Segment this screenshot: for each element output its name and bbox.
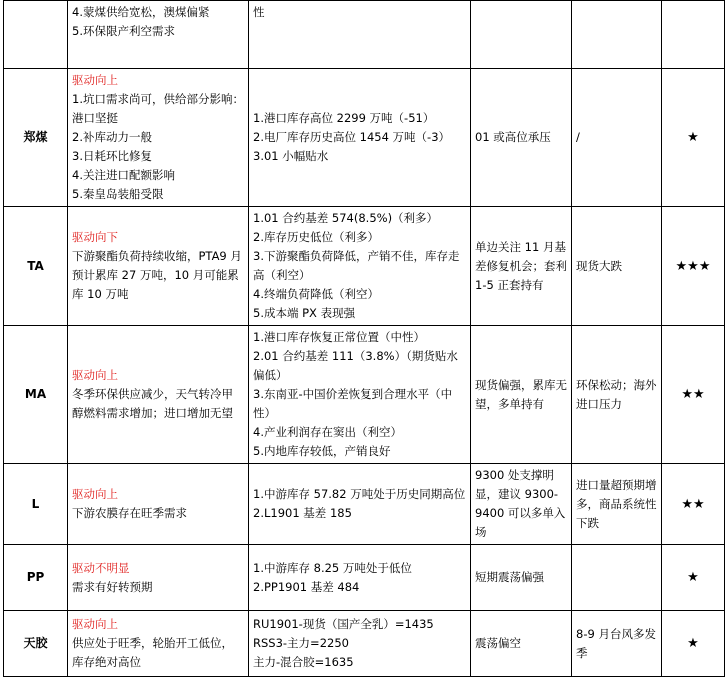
driver-line: 4.蒙煤供给宽松，澳煤偏紧 <box>72 5 210 19</box>
factor-line: 5.成本端 PX 表现强 <box>253 306 356 320</box>
rating-stars: ★★ <box>662 326 725 464</box>
factor-line: 1.01 合约基差 574(8.5%)（利多） <box>253 211 439 225</box>
factor-line: 3.东南亚-中国价差恢复到合理水平（中性） <box>253 387 453 420</box>
rating-stars: ★★ <box>662 464 725 545</box>
factor-line: 2.L1901 基差 185 <box>253 506 352 520</box>
commodity-name: PP <box>4 545 68 611</box>
factor-line: 1.中游库存 57.82 万吨处于历史同期高位 <box>253 487 466 501</box>
strategy-cell: 现货偏强，累库无望，多单持有 <box>471 326 572 464</box>
risk-cell: 8-9 月台风多发季 <box>572 611 662 677</box>
factor-line: 1.港口库存高位 2299 万吨（-51） <box>253 111 435 125</box>
factor-cell <box>249 326 471 464</box>
risk-cell: / <box>572 69 662 207</box>
risk-cell: 进口量超预期增多，商品系统性下跌 <box>572 464 662 545</box>
driver-line: 需求有好转预期 <box>72 579 153 594</box>
driver-direction: 驱动不明显 <box>72 560 130 575</box>
commodity-name: MA <box>4 326 68 464</box>
risk-cell: 环保松动；海外进口压力 <box>572 326 662 464</box>
factor-cell <box>249 611 471 677</box>
table-row <box>4 464 725 545</box>
factor-cell <box>249 207 471 326</box>
factor-line: 5.内地库存较低，产销良好 <box>253 444 391 458</box>
factor-line: 2.PP1901 基差 484 <box>253 579 360 594</box>
factor-line: 3.01 小幅贴水 <box>253 149 329 163</box>
factor-line: 1.中游库存 8.25 万吨处于低位 <box>253 560 412 575</box>
driver-line: 1.坑口需求尚可，供给部分影响：港口坚挺 <box>72 92 244 125</box>
driver-cell <box>68 464 249 545</box>
commodity-name: TA <box>4 207 68 326</box>
driver-direction: 驱动向上 <box>72 73 118 87</box>
commodity-strategy-table <box>3 0 725 677</box>
strategy-cell: 9300 处支撑明显，建议 9300-9400 可以多单入场 <box>471 464 572 545</box>
driver-cell <box>68 69 249 207</box>
table-row <box>4 69 725 207</box>
factor-line: 2.电厂库存历史高位 1454 万吨（-3） <box>253 130 451 144</box>
risk-cell: 现货大跌 <box>572 207 662 326</box>
driver-cell <box>68 207 249 326</box>
table-row <box>4 207 725 326</box>
table-row <box>4 545 725 611</box>
driver-line: 冬季环保供应减少，天气转冷甲醇燃料需求增加；进口增加无望 <box>72 387 233 420</box>
factor-cell <box>249 545 471 611</box>
driver-cell <box>68 545 249 611</box>
rating-stars <box>662 1 725 69</box>
risk-cell <box>572 1 662 69</box>
driver-line: 下游农膜存在旺季需求 <box>72 506 187 520</box>
driver-line: 下游聚酯负荷持续收缩，PTA9 月预计累库 27 万吨，10 月可能累库 10 万吨 <box>72 249 242 301</box>
rating-stars: ★ <box>662 611 725 677</box>
driver-line: 5.环保限产利空需求 <box>72 24 175 38</box>
driver-direction: 驱动向下 <box>72 230 118 244</box>
factor-line: 2.01 合约基差 111（3.8%）（期货贴水偏低） <box>253 349 458 382</box>
rating-stars: ★ <box>662 69 725 207</box>
driver-line: 3.日耗环比修复 <box>72 149 152 163</box>
driver-direction: 驱动向上 <box>72 487 118 501</box>
driver-line: 供应处于旺季，轮胎开工低位，库存绝对高位 <box>72 636 233 669</box>
strategy-cell: 01 或高位承压 <box>471 69 572 207</box>
commodity-name <box>4 1 68 69</box>
factor-line: 4.终端负荷降低（利空） <box>253 287 379 301</box>
strategy-cell <box>471 1 572 69</box>
rating-stars: ★★★ <box>662 207 725 326</box>
factor-line: 2.库存历史低位（利多） <box>253 230 379 244</box>
driver-cell <box>68 1 249 69</box>
commodity-name: 郑煤 <box>4 69 68 207</box>
factor-line: 主力-混合胶=1635 <box>253 655 354 669</box>
driver-cell <box>68 326 249 464</box>
strategy-cell: 单边关注 11 月基差修复机会；套利 1-5 正套持有 <box>471 207 572 326</box>
rating-stars: ★ <box>662 545 725 611</box>
factor-line: RU1901-现货（国产全乳）=1435 <box>253 617 434 631</box>
driver-direction: 驱动向上 <box>72 617 118 631</box>
factor-line: RSS3-主力=2250 <box>253 636 349 650</box>
driver-line: 4.关注进口配额影响 <box>72 168 175 182</box>
factor-line: 4.产业利润存在窦出（利空） <box>253 425 402 439</box>
factor-line: 3.下游聚酯负荷降低，产销不佳，库存走高（利空） <box>253 249 460 282</box>
commodity-name: L <box>4 464 68 545</box>
driver-line: 5.秦皇岛装船受限 <box>72 187 164 201</box>
factor-line: 性 <box>253 5 265 19</box>
table-row <box>4 1 725 69</box>
strategy-cell: 短期震荡偏强 <box>471 545 572 611</box>
driver-line: 2.补库动力一般 <box>72 130 152 144</box>
table-row <box>4 326 725 464</box>
driver-cell <box>68 611 249 677</box>
table-row <box>4 611 725 677</box>
commodity-name: 天胶 <box>4 611 68 677</box>
factor-cell <box>249 464 471 545</box>
strategy-cell: 震荡偏空 <box>471 611 572 677</box>
risk-cell <box>572 545 662 611</box>
factor-cell <box>249 69 471 207</box>
factor-line: 1.港口库存恢复正常位置（中性） <box>253 330 425 344</box>
factor-cell <box>249 1 471 69</box>
driver-direction: 驱动向上 <box>72 368 118 382</box>
